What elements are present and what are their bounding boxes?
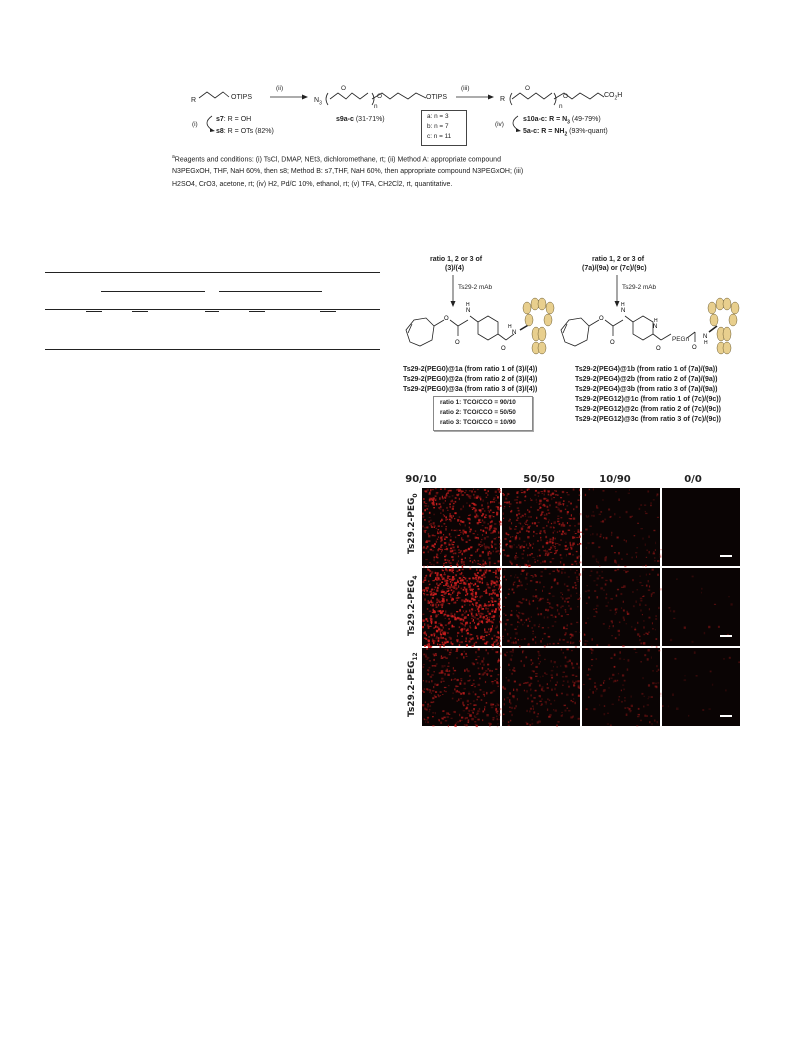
mid-o2: O [377,93,382,100]
svg-text:O: O [692,345,697,351]
table-tick-3 [205,311,219,312]
scale-bar [720,715,732,717]
table-tick-1 [86,311,102,312]
svg-text:H: H [621,302,625,308]
prod-o2: O [563,93,568,100]
right-product-3: Ts29-2(PEG4)@3b (from ratio 3 of (7a)/(9a)) [575,386,718,393]
left-product-3: Ts29-2(PEG0)@3a (from ratio 3 of (3)/(4)) [403,386,538,393]
micrograph-panel [582,648,660,726]
prod-o1: O [525,85,530,92]
left-product-2: Ts29-2(PEG0)@2a (from ratio 2 of (3)/(4)) [403,376,538,383]
right-product-4: Ts29-2(PEG12)@1c (from ratio 1 of (7c)/(9c)) [575,396,721,403]
mid-o1: O [341,85,346,92]
svg-text:O: O [455,340,460,346]
table-tick-4 [249,311,265,312]
svg-text:N: N [703,334,708,340]
micrograph-panel [422,648,500,726]
svg-text:O: O [656,346,661,352]
left-mab-label: Ts29-2 mAb [458,284,493,291]
micrograph-panel [502,488,580,566]
ratio-2: ratio 2: TCO/CCO = 50/50 [440,409,516,416]
col-header-1: 90/10 [405,474,437,485]
conditions-line-2: N3PEGxOH, THF, NaH 60%, then s8; Method B: s7,THF, NaH 60%, then appropriate compound N3PEGxOH; (iii) [172,168,524,175]
row-label-3: $Ts29.2-PEG_{12}$ [407,652,419,717]
mid-otips: OTIPS [426,94,448,101]
right-structure [555,302,755,362]
svg-text:N: N [466,308,471,314]
right-header-2: (7a)/(9a) or (7c)/(9c) [582,265,647,272]
s5-label: 5a-c: $R = NH_2$ (93%-quant) [523,128,608,138]
left-header-2: (3)/(4) [445,265,465,272]
right-product-5: Ts29-2(PEG12)@2c (from ratio 2 of (7c)/(9c)) [575,406,721,413]
s10-label: s10a-c: $R = N_3$ (49-79%) [523,116,601,126]
conditions-line-1: $^a$Reagents and conditions: (i) TsCl, DMAP, NEt3, dichloromethane, rt; (ii) Method A: appropriate compound [172,154,501,164]
micrograph-panel [422,488,500,566]
row-label-1: $Ts29.2-PEG_0$ [407,493,419,554]
step-i-label: (i) [192,121,198,128]
start-r-label: R [191,97,197,104]
left-structure [400,302,580,362]
table-group-rule-1 [101,291,205,292]
svg-text:H: H [466,302,470,308]
left-header-1: ratio 1, 2 or 3 of [430,256,483,263]
table-top-rule [45,272,380,273]
ratio-1: ratio 1: TCO/CCO = 90/10 [440,399,516,406]
table-bottom-rule [45,349,380,350]
left-product-1: Ts29-2(PEG0)@1a (from ratio 1 of (3)/(4)) [403,366,538,373]
step-iv-arrow [508,114,522,134]
start-otips: OTIPS [231,94,253,101]
pegn-label: PEGn [672,336,690,343]
right-product-6: Ts29-2(PEG12)@3c (from ratio 3 of (7c)/(9c)) [575,416,721,423]
svg-text:H: H [704,340,708,346]
ratio-3: ratio 3: TCO/CCO = 10/90 [440,419,516,426]
scale-bar [720,555,732,557]
n-options-box [421,110,467,146]
step-iii-arrow [456,94,496,100]
col-header-3: 10/90 [599,474,631,485]
col-header-4: 0/0 [684,474,702,485]
svg-text:O: O [501,346,506,352]
table-mid-rule [45,309,380,310]
mid-n3: $N_3$ [314,97,322,107]
right-product-1: Ts29-2(PEG4)@1b (from ratio 1 of (7a)/(9a)) [575,366,718,373]
svg-text:N: N [621,308,626,314]
svg-text:O: O [599,316,604,322]
option-b: b: n = 7 [427,123,449,130]
option-a: a: n = 3 [427,113,449,120]
scale-bar [720,635,732,637]
right-product-2: Ts29-2(PEG4)@2b (from ratio 2 of (7a)/(9a)) [575,376,718,383]
right-mab-label: Ts29-2 mAb [622,284,657,291]
micrograph-panel [662,568,740,646]
start-chain [196,88,236,108]
right-header-1: ratio 1, 2 or 3 of [592,256,645,263]
row-label-2: $Ts29.2-PEG_4$ [407,575,419,636]
s8-label: s8: R = OTs (82%) [216,128,274,135]
ratio-box [433,396,533,431]
step-ii-arrow [270,94,310,100]
step-ii-label: (ii) [276,85,284,92]
micrograph-panel [662,648,740,726]
table-tick-5 [320,311,336,312]
s9-label: s9a-c (31-71%) [336,116,385,123]
step-iv-label: (iv) [495,121,504,128]
micrograph-panel [582,568,660,646]
mid-n-sub: n [374,103,378,110]
svg-text:H: H [654,318,658,324]
svg-text:O: O [444,316,449,322]
micrograph-panel [502,648,580,726]
micrograph-panel [662,488,740,566]
prod-r: R [500,96,506,103]
s7-label: s7: R = OH [216,116,252,123]
step-i-arrow [202,114,216,134]
svg-text:H: H [508,324,512,330]
prod-n-sub: n [559,103,563,110]
micrograph-panel [582,488,660,566]
table-group-rule-2 [219,291,322,292]
prod-co2h: $CO_2H$ [604,92,623,102]
table-tick-2 [132,311,148,312]
svg-text:N: N [512,330,517,336]
step-iii-label: (iii) [461,85,470,92]
conditions-line-3: H2SO4, CrO3, acetone, rt; (iv) H2, Pd/C 10%, ethanol, rt; (v) TFA, CH2Cl2, rt, quantitative. [172,181,453,188]
micrograph-panel [502,568,580,646]
option-c: c: n = 11 [427,133,452,140]
svg-text:N: N [653,324,658,330]
col-header-2: 50/50 [523,474,555,485]
micrograph-panel [422,568,500,646]
svg-text:O: O [610,340,615,346]
